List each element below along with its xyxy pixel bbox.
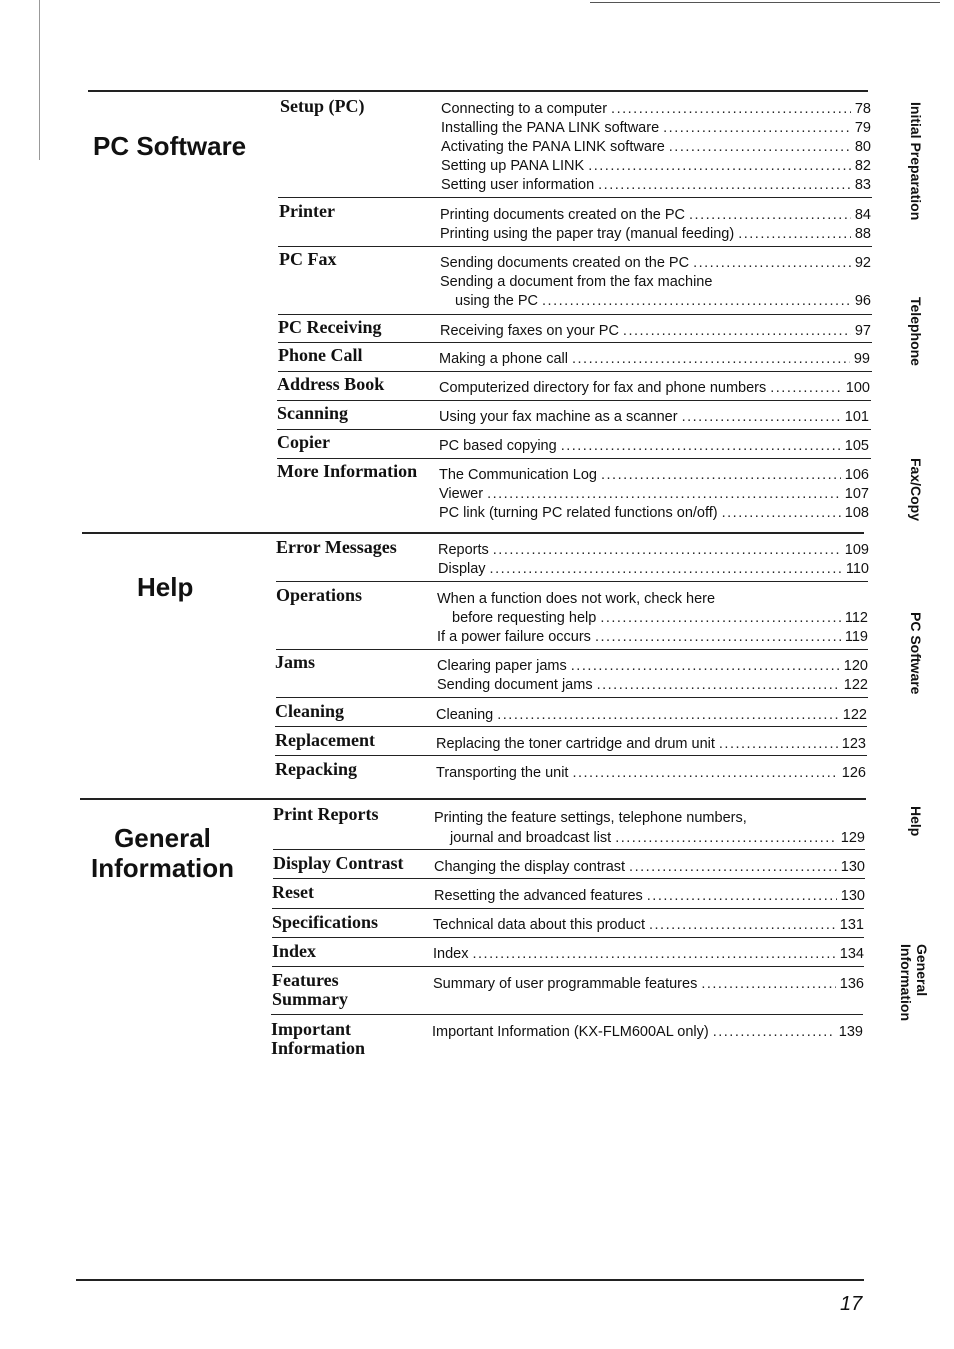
- toc-entry[interactable]: Connecting to a computer ..... 78: [441, 100, 871, 119]
- toc-entry[interactable]: Resetting the advanced features ..... 130: [434, 887, 865, 906]
- topic-cleaning: Cleaning: [275, 701, 345, 721]
- topic-copier: Copier: [277, 432, 330, 452]
- section-title-help: Help: [137, 572, 194, 602]
- topic-divider: [277, 458, 871, 459]
- toc-entry[interactable]: Important Information (KX-FLM600AL only) ..... 139: [432, 1023, 863, 1042]
- section-title-general-line1: General: [114, 823, 211, 853]
- toc-entry[interactable]: Setting up PANA LINK ..... 82: [441, 157, 871, 176]
- toc-entry[interactable]: Changing the display contrast ..... 130: [434, 858, 865, 877]
- section-rule-help: [82, 532, 864, 534]
- topic-features-line2: Summary: [272, 989, 348, 1009]
- section-title-general: [90, 823, 235, 883]
- toc-entry[interactable]: Receiving faxes on your PC ..... 97: [440, 322, 871, 341]
- left-margin-rule: [39, 0, 40, 160]
- topic-error-messages: Error Messages: [276, 537, 397, 557]
- topic-divider: [272, 966, 864, 967]
- toc-entry[interactable]: Sending document jams ..... 122: [437, 676, 868, 695]
- section-title-pc-software: PC Software: [93, 131, 247, 161]
- topic-print-reports: Print Reports: [273, 804, 379, 824]
- topic-specifications: Specifications: [272, 912, 378, 932]
- top-edge-rule: [590, 2, 940, 3]
- topic-important-information: [271, 1020, 365, 1058]
- topic-important-line2: Information: [271, 1038, 365, 1058]
- topic-divider: [278, 371, 872, 372]
- topic-setup: Setup (PC): [280, 96, 365, 116]
- topic-divider: [278, 314, 872, 315]
- toc-entry-first-line: Sending a document from the fax machine: [440, 274, 713, 290]
- toc-entry[interactable]: Replacing the toner cartridge and drum unit ..... 123: [436, 735, 866, 754]
- topic-scanning: Scanning: [277, 403, 349, 423]
- toc-entry[interactable]: PC based copying ..... 105: [439, 437, 869, 456]
- topic-address-book: Address Book: [277, 374, 385, 394]
- topic-divider: [276, 581, 868, 582]
- section-title-general-line2: Information: [91, 853, 234, 883]
- side-tab-general-information[interactable]: [898, 944, 930, 1021]
- toc-entry-first-line: Printing the feature settings, telephone numbers,: [434, 810, 747, 826]
- toc-entry[interactable]: Setting user information ..... 83: [441, 176, 871, 195]
- section-rule-pc-software: [88, 90, 868, 92]
- topic-repacking: Repacking: [275, 759, 358, 779]
- toc-entry[interactable]: Installing the PANA LINK software ..... 79: [441, 119, 871, 138]
- topic-divider: [277, 429, 871, 430]
- topic-divider: [272, 908, 864, 909]
- topic-divider: [272, 937, 864, 938]
- toc-entry[interactable]: PC link (turning PC related functions on/off) ..... 108: [439, 504, 869, 523]
- toc-entry-first-line: When a function does not work, check here: [437, 591, 716, 607]
- toc-entry[interactable]: Making a phone call ..... 99: [439, 350, 870, 369]
- topic-important-line1: Important: [271, 1019, 351, 1039]
- toc-entry[interactable]: Summary of user programmable features ..... 136: [433, 975, 864, 994]
- topic-more-information: More Information: [277, 461, 418, 481]
- topic-pc-receiving: PC Receiving: [278, 317, 382, 337]
- toc-entry[interactable]: If a power failure occurs ..... 119: [437, 628, 868, 647]
- side-tab-telephone[interactable]: Telephone: [908, 297, 924, 366]
- toc-entry[interactable]: Cleaning ..... 122: [436, 706, 867, 725]
- toc-entry[interactable]: Sending documents created on the PC ..... 92: [440, 254, 871, 273]
- topic-divider: [277, 400, 871, 401]
- toc-entry[interactable]: Index ..... 134: [433, 945, 864, 964]
- topic-pc-fax: PC Fax: [279, 249, 337, 269]
- footer-rule: [76, 1279, 864, 1281]
- toc-entry[interactable]: using the PC ..... 96: [455, 292, 871, 311]
- topic-display-contrast: Display Contrast: [273, 853, 404, 873]
- toc-entry[interactable]: Activating the PANA LINK software ..... 80: [441, 138, 871, 157]
- topic-divider: [275, 726, 867, 727]
- topic-divider: [273, 878, 865, 879]
- toc-entry[interactable]: Computerized directory for fax and phone numbers ..... 100: [439, 379, 870, 398]
- topic-reset: Reset: [272, 882, 314, 902]
- toc-entry[interactable]: Printing documents created on the PC ..... 84: [440, 206, 871, 225]
- topic-jams: Jams: [275, 652, 315, 672]
- side-tab-general-line1: General: [914, 944, 930, 997]
- topic-divider: [276, 697, 868, 698]
- side-tab-general-line2: Information: [898, 944, 914, 1021]
- toc-entry[interactable]: Reports ..... 109: [438, 541, 869, 560]
- topic-divider: [276, 649, 868, 650]
- topic-index: Index: [272, 941, 317, 961]
- toc-entry[interactable]: journal and broadcast list ..... 129: [450, 829, 865, 848]
- topic-operations: Operations: [276, 585, 363, 605]
- toc-entry[interactable]: Printing using the paper tray (manual feeding) ..... 88: [440, 225, 871, 244]
- topic-features-summary: [272, 971, 348, 1009]
- page-number: 17: [840, 1293, 863, 1315]
- topic-printer: Printer: [279, 201, 335, 221]
- section-rule-general: [80, 798, 866, 800]
- side-tab-initial-preparation[interactable]: Initial Preparation: [908, 102, 924, 221]
- topic-features-line1: Features: [272, 970, 339, 990]
- topic-divider: [271, 1014, 863, 1015]
- toc-entry[interactable]: The Communication Log ..... 106: [439, 466, 869, 485]
- topic-divider: [273, 849, 865, 850]
- toc-entry[interactable]: Transporting the unit ..... 126: [436, 764, 866, 783]
- side-tab-pc-software[interactable]: PC Software: [908, 612, 924, 695]
- topic-phone-call: Phone Call: [278, 345, 363, 365]
- toc-entry[interactable]: Technical data about this product ..... 131: [433, 916, 864, 935]
- topic-divider: [278, 246, 872, 247]
- toc-entry[interactable]: Viewer ..... 107: [439, 485, 869, 504]
- toc-entry[interactable]: before requesting help ..... 112: [452, 609, 868, 628]
- topic-replacement: Replacement: [275, 730, 375, 750]
- topic-divider: [275, 755, 867, 756]
- toc-entry[interactable]: Display ..... 110: [438, 560, 869, 579]
- side-tab-fax-copy[interactable]: Fax/Copy: [908, 458, 924, 522]
- toc-entry[interactable]: Clearing paper jams ..... 120: [437, 657, 868, 676]
- topic-divider: [278, 197, 872, 198]
- side-tab-help[interactable]: Help: [908, 806, 924, 837]
- topic-divider: [278, 342, 872, 343]
- toc-entry[interactable]: Using your fax machine as a scanner ..... 101: [439, 408, 869, 427]
